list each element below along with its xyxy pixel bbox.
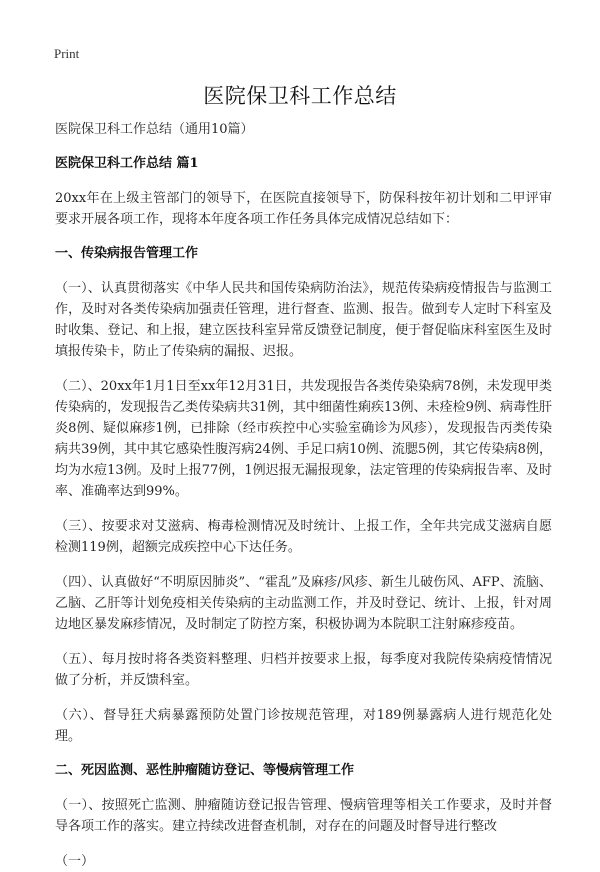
- article-body: [55, 120, 552, 872]
- paragraph-s2-1: （一）、按照死亡监测、肿瘤随访登记报告管理、慢病管理等相关工作要求，及时并督导各项工作的落实。建立持续改进督查机制，对存在的问题及时督导进行整改: [55, 798, 552, 834]
- part-heading: 医院保卫科工作总结 篇1: [55, 156, 199, 171]
- intro-paragraph: 20xx年在上级主管部门的领导下，在医院直接领导下，防保科按年初计划和二甲评审要求开展各项工作，现将本年度各项工作任务具体完成情况总结如下：: [55, 191, 552, 227]
- paragraph-s1-6: （六）、督导狂犬病暴露预防处置门诊按规范管理，对189例暴露病人进行规范化处理。: [55, 708, 552, 744]
- paragraph-s1-3: （三）、按要求对艾滋病、梅毒检测情况及时统计、上报工作，全年共完成艾滋病自愿检测119例，超额完成疾控中心下达任务。: [55, 519, 552, 555]
- section-heading-death-monitoring: 二、死因监测、恶性肿瘤随访登记、等慢病管理工作: [55, 763, 355, 778]
- section-heading-infectious-disease: 一、传染病报告管理工作: [55, 246, 199, 261]
- paragraph-s1-2: （二）、20xx年1月1日至xx年12月31日，共发现报告各类传染染病78例，未发现甲类传染病的，发现报告乙类传染病共31例，其中细菌性痢疾13例、未痊检9例、病毒性肝炎8例、疑似麻疹1例，已排除（经市疾控中心实验室确诊为风疹），发现报告丙类传染病共39例，其中其它感染性腹泻病24例、手足口病10例、流腮5例，其它传染病8例，均为水痘13例。及时上报77例，1例迟报无漏报现象，法定管理的传染病报告率、及时率、准确率达到99%。: [55, 379, 552, 499]
- paragraph-s1-4: （四）、认真做好“不明原因肺炎”、“霍乱”及麻疹/风疹、新生儿破伤风、AFP、流脑、乙脑、乙肝等计划免疫相关传染病的主动监测工作，并及时登记、统计、上报，针对周边地区暴发麻疹情况，及时制定了防控方案，积极协调为本院职工注射麻疹疫苗。: [55, 575, 552, 632]
- document-subtitle: 医院保卫科工作总结（通用10篇）: [55, 122, 254, 137]
- paragraph-s1-1: （一）、认真贯彻落实《中华人民共和国传染病防治法》，规范传染病疫情报告与监测工作，及时对各类传染病加强责任管理，进行督查、监测、报告。做到专人定时下科室及时收集、登记、和上报，建立医技科室异常反馈登记制度，便于督促临床科室医生及时填报传染卡，防止了传染病的漏报、迟报。: [55, 281, 552, 359]
- page-title: 医院保卫科工作总结: [203, 84, 397, 108]
- print-link[interactable]: Print: [54, 46, 80, 61]
- paragraph-s1-5: （五）、每月按时将各类资料整理、归档并按要求上报，每季度对我院传染病疫情情况做了分析，并反馈科室。: [55, 652, 552, 688]
- paragraph-s2-2: （一）: [55, 854, 95, 869]
